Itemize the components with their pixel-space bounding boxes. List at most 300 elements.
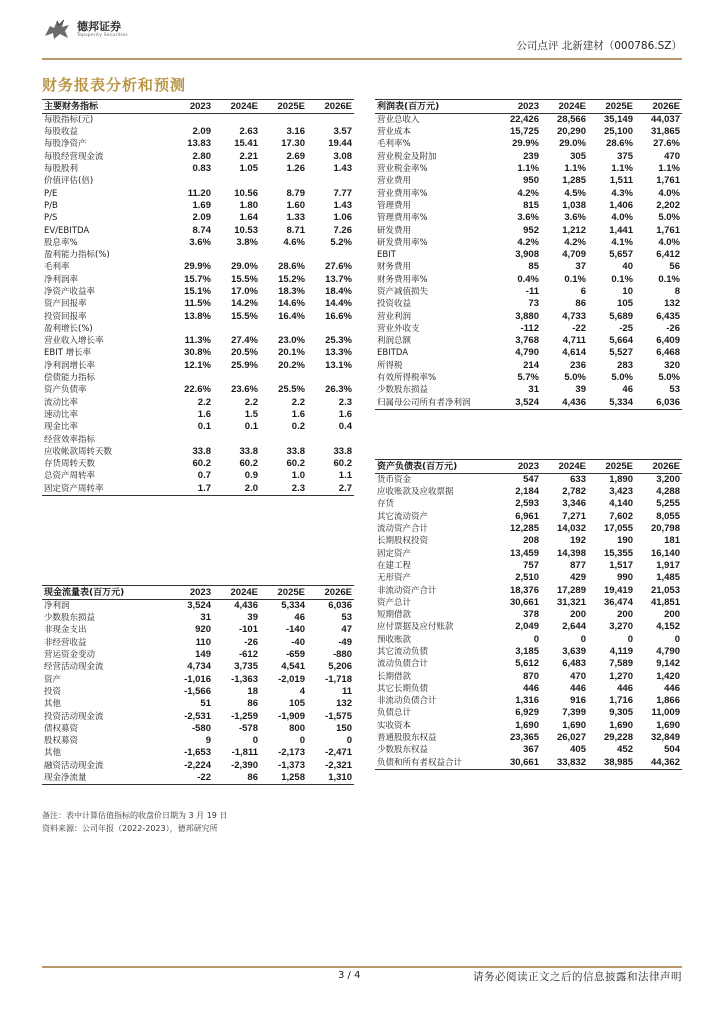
table-row — [42, 600, 354, 613]
row-label: 其它长期负债 — [377, 683, 429, 694]
row-label: 财务费用 — [377, 262, 412, 273]
row-label: 每股股利 — [44, 164, 79, 175]
row-value: 1.43 — [333, 163, 352, 175]
row-value — [166, 175, 213, 187]
table-row — [42, 126, 354, 138]
row-value: 0.83 — [192, 163, 211, 175]
table-title: 现金流量表(百万元) — [42, 586, 166, 600]
row-value: 60.2 — [333, 458, 352, 470]
row-value: 44,037 — [650, 114, 680, 125]
row-value: 26.3% — [325, 384, 352, 396]
year-header: 2023 — [494, 460, 541, 474]
row-label: 现金比率 — [44, 422, 79, 433]
row-value: 4 — [299, 685, 305, 697]
row-label: 非经营收益 — [44, 637, 87, 648]
row-value: 6,412 — [656, 249, 680, 261]
table-row — [375, 547, 682, 559]
row-value: 5,334 — [588, 397, 635, 410]
row-value: 7,602 — [609, 510, 633, 522]
row-label: 营业成本 — [377, 127, 412, 138]
row-value: 15,355 — [603, 547, 633, 559]
row-value: 47 — [341, 624, 352, 636]
row-value: 5,612 — [515, 658, 539, 670]
row-label: 非流动负债合计 — [377, 696, 437, 707]
row-value: 10.53 — [234, 224, 258, 236]
row-value: 1.1% — [517, 163, 539, 175]
row-label: 其它流动负债 — [377, 647, 429, 657]
row-value: 2,202 — [656, 199, 680, 211]
row-value — [166, 372, 213, 384]
table-row — [375, 163, 682, 175]
table-row — [42, 384, 354, 396]
row-value: 110 — [195, 636, 211, 648]
table-row — [375, 397, 682, 410]
row-value: 446 — [523, 682, 539, 694]
row-value: 13.7% — [325, 273, 352, 285]
row-value: 14,398 — [556, 547, 586, 559]
row-value: 39 — [247, 612, 258, 624]
row-value: 1,038 — [562, 199, 586, 211]
table-title: 资产负债表(百万元) — [375, 460, 494, 474]
row-value: -612 — [238, 649, 258, 661]
row-label: EBITDA — [377, 348, 409, 359]
row-value: 29.0% — [559, 138, 586, 150]
row-value: 7.77 — [333, 187, 352, 199]
row-label: 实收资本 — [377, 720, 412, 731]
row-value: 38,985 — [588, 757, 635, 770]
legal-disclaimer: 请务必阅读正文之后的信息披露和法律声明 — [473, 971, 682, 983]
row-value: 0 — [674, 633, 680, 645]
row-value: 2.80 — [192, 150, 211, 162]
table-row — [375, 584, 682, 596]
row-value: 31 — [528, 384, 539, 396]
row-value: 149 — [195, 649, 211, 661]
row-value: 1.06 — [333, 212, 352, 224]
cash-flow-table — [42, 585, 354, 785]
row-value: 11.5% — [184, 298, 211, 310]
table-row — [42, 298, 354, 310]
year-header: 2025E — [588, 100, 635, 114]
row-value: 4.0% — [658, 187, 680, 199]
table-row — [375, 384, 682, 396]
table-row — [375, 286, 682, 298]
row-value: 37 — [575, 261, 586, 273]
row-value: 1.43 — [333, 199, 352, 211]
row-value: 446 — [617, 682, 633, 694]
table-row — [42, 483, 354, 496]
table-row — [375, 200, 682, 212]
table-row — [375, 372, 682, 384]
row-value: 18.4% — [325, 286, 352, 297]
table-row — [42, 175, 354, 187]
row-value: 10.56 — [234, 187, 258, 199]
row-label: 应付票据及应付账款 — [377, 622, 454, 633]
company-logo — [42, 16, 128, 42]
row-value: 56 — [669, 261, 680, 273]
row-label: 资产回报率 — [44, 299, 87, 310]
row-value: 950 — [523, 175, 539, 187]
row-value: 28.6% — [606, 138, 633, 150]
row-value: 8.79 — [286, 187, 305, 199]
table-row — [42, 200, 354, 212]
row-value: 33.8 — [286, 445, 305, 457]
row-value: 22.6% — [184, 384, 211, 396]
row-label: EV/EBITDA — [44, 225, 90, 236]
row-value — [260, 372, 307, 384]
row-value: 14.4% — [325, 298, 352, 310]
table-row — [42, 458, 354, 470]
row-label: 应收账款及应收票据 — [377, 487, 454, 498]
table-notes — [42, 809, 227, 835]
row-value: 2.2 — [244, 396, 258, 408]
row-value: 14.2% — [231, 298, 258, 310]
row-value: 305 — [570, 150, 586, 162]
row-value: 181 — [664, 535, 680, 547]
row-value: 26,027 — [556, 732, 586, 744]
row-value — [166, 114, 213, 127]
row-value: 150 — [336, 722, 352, 734]
row-label: 应收帐款周转天数 — [44, 446, 113, 457]
row-label: P/E — [44, 188, 58, 199]
row-label: 营业总收入 — [377, 115, 420, 125]
row-label: 归属母公司所有者净利润 — [375, 397, 494, 410]
table-row — [375, 224, 682, 236]
row-value: 28.6% — [278, 261, 305, 273]
table-row — [375, 683, 682, 695]
table-row — [375, 707, 682, 719]
table-row — [375, 695, 682, 707]
row-label: 负债总计 — [377, 708, 412, 719]
row-value: 27.4% — [231, 335, 258, 347]
row-label: 流动资产合计 — [377, 524, 429, 535]
row-value: 3,346 — [562, 498, 586, 510]
row-value: 4.2% — [517, 187, 539, 199]
table-row — [375, 634, 682, 646]
table-row — [375, 274, 682, 286]
table-row — [42, 249, 354, 261]
row-value: 7,589 — [609, 658, 633, 670]
row-value: 9 — [205, 735, 211, 747]
row-label: 普通股股东权益 — [377, 733, 437, 744]
row-value: 0 — [533, 633, 539, 645]
row-value: 60.2 — [239, 458, 258, 470]
row-value: 22,426 — [509, 114, 539, 125]
row-value: 2,049 — [515, 621, 539, 633]
row-value: 3,185 — [515, 646, 539, 657]
table-row — [375, 658, 682, 670]
row-label: 在建工程 — [377, 560, 412, 571]
row-value: 33.8 — [333, 445, 352, 457]
table-row — [42, 261, 354, 273]
row-value: 3.6% — [517, 212, 539, 224]
table-row — [375, 310, 682, 322]
row-value: 3,768 — [515, 335, 539, 347]
row-value: 19.44 — [328, 138, 352, 150]
row-label: 所得税 — [377, 360, 403, 371]
row-value: 470 — [664, 150, 680, 162]
row-label: 资产 — [44, 674, 62, 685]
row-value: 5,527 — [609, 347, 633, 359]
row-label: 流动比率 — [44, 397, 79, 408]
row-value: 132 — [664, 298, 680, 310]
row-value: 29.0% — [231, 261, 258, 273]
row-value: 1.6 — [338, 408, 352, 420]
table-row — [42, 274, 354, 286]
row-value: 25.3% — [325, 335, 352, 347]
row-value: 4,790 — [656, 646, 680, 657]
row-value: 3.6% — [189, 236, 211, 248]
row-value: 31 — [200, 612, 211, 624]
row-value: 378 — [523, 609, 539, 621]
row-value: 17.0% — [231, 286, 258, 297]
row-value: 3.8% — [236, 236, 258, 248]
row-value: 53 — [341, 612, 352, 624]
row-value: 10 — [622, 286, 633, 297]
row-value: 15.41 — [234, 138, 258, 150]
row-value: 8,055 — [656, 510, 680, 522]
row-label: 其他 — [44, 748, 62, 759]
row-value: 4,140 — [609, 498, 633, 510]
row-value: 367 — [523, 744, 539, 756]
row-label: 投资回报率 — [44, 311, 87, 322]
row-value — [307, 433, 354, 445]
row-value: 1.26 — [286, 163, 305, 175]
row-label: 股息率% — [44, 237, 78, 248]
row-value: 1.1% — [658, 163, 680, 175]
table-row — [42, 237, 354, 249]
row-value: 13.83 — [187, 138, 211, 150]
row-value: 446 — [570, 682, 586, 694]
row-value: 4.2% — [564, 236, 586, 248]
row-value: 86 — [213, 772, 260, 785]
row-value: 4,709 — [562, 249, 586, 261]
row-value: 2.63 — [239, 126, 258, 138]
table-row — [375, 335, 682, 347]
row-value: 20,798 — [650, 523, 680, 535]
row-value: 30.8% — [184, 347, 211, 359]
row-value: 11.3% — [184, 335, 211, 347]
row-value: 11,009 — [651, 707, 680, 719]
page-number: 3 / 4 — [338, 970, 361, 981]
row-value — [307, 114, 354, 127]
table-row — [375, 732, 682, 744]
row-value: 16.4% — [278, 310, 305, 322]
row-label: 营业外收支 — [377, 323, 420, 334]
table-row — [375, 572, 682, 584]
table-row — [375, 298, 682, 310]
row-value: -1,909 — [278, 710, 305, 722]
logo-chinese-name: 德邦证券 — [77, 19, 121, 33]
row-value: 2.0 — [213, 483, 260, 496]
year-header: 2023 — [166, 100, 213, 114]
row-value — [213, 323, 260, 335]
row-value: 800 — [289, 722, 305, 734]
row-value: 0 — [299, 735, 305, 747]
row-value: 12.1% — [184, 359, 211, 371]
row-label: 少数股东权益 — [377, 745, 429, 756]
row-label: 有效所得税率% — [377, 373, 437, 384]
row-value: 105 — [617, 298, 633, 310]
year-header: 2024E — [213, 100, 260, 114]
row-value: 8.71 — [286, 224, 305, 236]
row-value: 1.1 — [338, 470, 352, 482]
row-value: -1,373 — [278, 759, 305, 771]
row-value: 11 — [341, 685, 352, 697]
table-row — [375, 114, 682, 127]
row-value: 13.8% — [184, 310, 211, 322]
row-label: 每股指标(元) — [44, 115, 94, 125]
section-title: 财务报表分析和预测 — [42, 76, 187, 94]
row-value: 504 — [664, 744, 680, 756]
row-value: 20.5% — [231, 347, 258, 359]
row-value: 2.2 — [291, 396, 305, 408]
row-value: 40 — [622, 261, 633, 273]
row-value: 1,406 — [609, 199, 633, 211]
row-value: 15.5% — [231, 273, 258, 285]
row-value: -40 — [291, 636, 305, 648]
row-value: 446 — [664, 682, 680, 694]
year-header: 2025E — [260, 586, 307, 600]
row-value: 452 — [617, 744, 633, 756]
row-label: 速动比率 — [44, 409, 79, 420]
table-row — [375, 560, 682, 572]
row-value: 633 — [570, 474, 586, 485]
row-value: 6,409 — [656, 335, 680, 347]
row-label: 营业税金及附加 — [377, 151, 437, 162]
row-label: 股权募资 — [44, 736, 79, 747]
row-value: 85 — [528, 261, 539, 273]
row-value: -2,173 — [278, 747, 305, 759]
table-row — [375, 347, 682, 359]
table-row — [42, 612, 354, 624]
row-value: 132 — [336, 698, 352, 710]
year-header: 2024E — [213, 586, 260, 600]
table-row — [42, 735, 354, 747]
row-value: 6,468 — [656, 347, 680, 359]
row-value — [260, 323, 307, 335]
row-value: 15.7% — [184, 273, 211, 285]
row-label: P/B — [44, 200, 58, 211]
table-row — [42, 409, 354, 421]
row-value: -1,259 — [231, 710, 258, 722]
year-header: 2026E — [635, 100, 682, 114]
income-statement-table — [375, 99, 682, 410]
row-value: 5,255 — [656, 498, 680, 510]
row-label: 毛利率% — [377, 139, 411, 150]
table-row — [42, 335, 354, 347]
row-value: 8.74 — [192, 224, 211, 236]
row-value: 17,055 — [603, 523, 633, 535]
row-value: 6,036 — [635, 397, 682, 410]
row-value: 3,524 — [187, 600, 211, 611]
row-label: 长期股权投资 — [377, 536, 429, 547]
row-label: 营业利润 — [377, 311, 412, 322]
row-value: 0 — [346, 735, 352, 747]
table-row — [375, 597, 682, 609]
row-value: 190 — [617, 535, 633, 547]
row-value: 1.5 — [244, 408, 258, 420]
row-value: 25.9% — [231, 359, 258, 371]
row-value: 8 — [674, 286, 680, 297]
table-row — [375, 498, 682, 510]
row-value: 25.5% — [278, 384, 305, 396]
row-label: 投资收益 — [377, 299, 412, 310]
row-label: 固定资产 — [377, 548, 412, 559]
row-value: -1,653 — [184, 747, 211, 759]
row-label: 营业收入增长率 — [44, 336, 104, 347]
row-label: 营业税金率% — [377, 164, 428, 175]
row-label: 固定资产周转率 — [42, 483, 166, 496]
row-value: 1.7 — [166, 483, 213, 496]
row-value: 1,441 — [609, 224, 633, 236]
row-value: 23.6% — [231, 384, 258, 396]
row-value — [307, 249, 354, 261]
row-value: 5,334 — [281, 600, 305, 611]
row-value: 192 — [570, 535, 586, 547]
row-value: -1,016 — [184, 673, 211, 685]
table-header-row — [375, 100, 682, 114]
row-value: 18 — [247, 685, 258, 697]
row-value: 30,661 — [494, 757, 541, 770]
row-value: 44,362 — [635, 757, 682, 770]
row-value: 547 — [523, 474, 539, 485]
table-row — [375, 486, 682, 498]
row-label: 净资产收益率 — [44, 287, 96, 297]
table-row — [375, 151, 682, 163]
row-value: 51 — [200, 698, 211, 710]
row-value — [213, 175, 260, 187]
row-value: -1,811 — [231, 747, 258, 759]
row-value: 4,614 — [562, 347, 586, 359]
row-value — [260, 175, 307, 187]
row-value: 1,316 — [515, 695, 539, 707]
row-value: 283 — [617, 359, 633, 371]
row-label: 盈利增长(%) — [44, 323, 93, 334]
row-value: 1.6 — [197, 408, 211, 420]
table-title: 主要财务指标 — [42, 100, 166, 114]
row-value: 0.1 — [197, 421, 211, 433]
row-label: 每股经营现金流 — [44, 151, 104, 162]
row-label: 盈利能力指标(%) — [44, 250, 110, 261]
row-value: 1,285 — [562, 175, 586, 187]
row-label: 存货 — [377, 499, 395, 510]
row-value: 15.2% — [278, 273, 305, 285]
row-value: 3,639 — [562, 646, 586, 657]
row-value: 4,733 — [562, 310, 586, 322]
row-label: 资产总计 — [377, 597, 412, 608]
table-row — [42, 138, 354, 150]
row-label: 现金净流量 — [42, 772, 166, 785]
table-row — [42, 760, 354, 772]
header-divider — [42, 58, 682, 60]
row-value: 9,142 — [656, 658, 680, 670]
table-row — [42, 637, 354, 649]
row-value: -112 — [520, 322, 539, 334]
row-value: 3.08 — [333, 150, 352, 162]
row-label: 营业费用 — [377, 176, 412, 187]
row-value: 6,435 — [656, 310, 680, 322]
row-label: 负债和所有者权益合计 — [375, 757, 494, 770]
row-value: 13.3% — [325, 347, 352, 359]
row-label: 短期借款 — [377, 610, 412, 621]
row-value: 41,851 — [650, 596, 680, 608]
row-label: 每股净资产 — [44, 139, 87, 150]
row-value: 4,436 — [541, 397, 588, 410]
row-value: 5.0% — [611, 372, 633, 384]
table-row — [375, 261, 682, 273]
row-value: 3,735 — [234, 661, 258, 673]
row-label: 净利润增长率 — [44, 360, 96, 371]
